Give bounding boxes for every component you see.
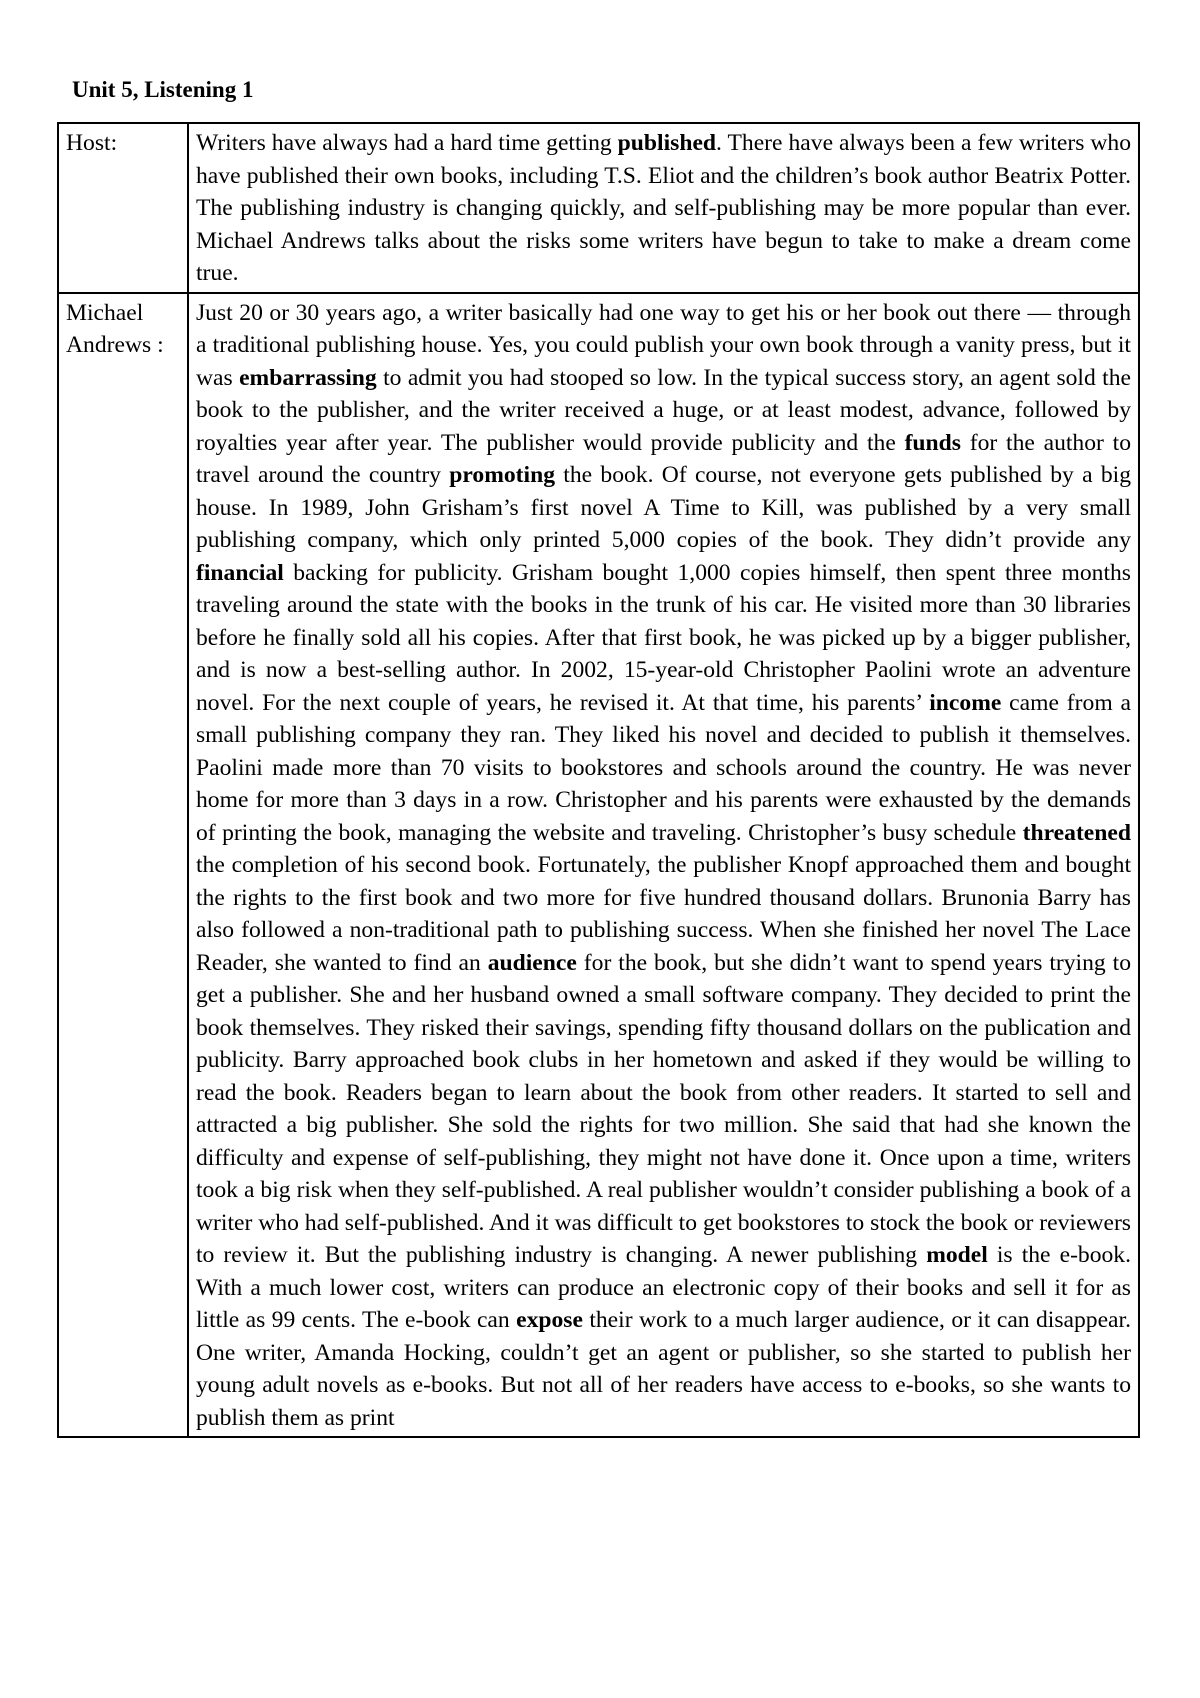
keyword: embarrassing	[239, 364, 377, 391]
keyword: income	[929, 689, 1002, 716]
speech-segment: . There have always been a few writers who have published their own books, including T.S. Eliot and the children’s book author Beatrix Potter. The publishing industry is changing quickly, and self-publishing may be more popular than ever. Michael Andrews talks about the risks some writers have begun to take to make a dream come true.	[196, 130, 1131, 286]
speaker-cell: Michael Andrews :	[58, 293, 188, 1438]
speech-text	[196, 297, 1131, 1435]
keyword: threatened	[1022, 819, 1131, 846]
keyword: financial	[196, 559, 284, 586]
speech-segment: came from a small publishing company they ran. They liked his novel and decided to publish it themselves. Paolini made more than 70 visits to bookstores and schools around the country. He was never home for more than 3 days in a row. Christopher and his parents were exhausted by the demands of printing the book, managing the website and traveling. Christopher’s busy schedule	[196, 689, 1131, 846]
keyword: promoting	[449, 462, 556, 488]
speech-segment: for the book, but she didn’t want to spend years trying to get a publisher. She and her husband owned a small software company. They decided to print the book themselves. They risked their savings, spending fifty thousand dollars on the publication and publicity. Barry approached book clubs in her hometown and asked if they would be willing to read the book. Readers began to learn about the book from other readers. It started to sell and attracted a big publisher. She sold the rights for two million. She said that had she known the difficulty and expense of self-publishing, they might not have done it. Once upon a time, writers took a big risk when they self-published. A real publisher wouldn’t consider publishing a book of a writer who had self-published. And it was difficult to get bookstores to stock the book or reviewers to review it. But the publishing industry is changing. A newer publishing	[196, 949, 1131, 1268]
speech-cell	[188, 293, 1139, 1438]
keyword: funds	[904, 429, 961, 456]
document-title: Unit 5, Listening 1	[72, 77, 254, 102]
transcript-row-michael-andrews	[58, 293, 1139, 1438]
keyword: expose	[516, 1307, 583, 1333]
speech-segment: the completion of his second book. Fortunately, the publisher Knopf approached them and bought the rights to the first book and two more for five hundred thousand dollars. Brunonia Barry has also followed a non-traditional path to publishing success. When she finished her novel The Lace Reader, she wanted to find an	[196, 852, 1131, 976]
speech-segment: is the e-book. With a much lower cost, writers can produce an electronic copy of their books and sell it for as little as 99 cents. The e-book can	[196, 1242, 1132, 1333]
speech-text	[196, 127, 1131, 290]
speech-segment: backing for publicity. Grisham bought 1,000 copies himself, then spent three months traveling around the state with the books in the trunk of his car. He visited more than 30 libraries before he finally sold all his copies. After that first book, he was picked up by a bigger publisher, and is now a best-selling author. In 2002, 15-year-old Christopher Paolini wrote an adventure novel. For the next couple of years, he revised it. At that time, his parents’	[196, 559, 1131, 716]
speech-segment: the book. Of course, not everyone gets published by a big house. In 1989, John Grisham’s first novel A Time to Kill, was published by a very small publishing company, which only printed 5,000 copies of the book. They didn’t provide any	[196, 462, 1131, 553]
keyword: published	[617, 130, 717, 156]
transcript-row-host	[58, 123, 1139, 293]
keyword: audience	[487, 949, 577, 976]
speech-segment: their work to a much larger audience, or it can disappear. One writer, Amanda Hocking, couldn’t get an agent or publisher, so she started to publish her young adult novels as e-books. But not all of her readers have access to e-books, so she wants to publish them as print	[196, 1307, 1131, 1431]
speech-segment: to admit you had stooped so low. In the typical success story, an agent sold the book to the publisher, and the writer received a huge, or at least modest, advance, followed by royalties year after year. The publisher would provide publicity and the	[196, 364, 1131, 456]
keyword: model	[926, 1242, 988, 1268]
transcript-table	[57, 122, 1140, 1438]
speech-segment: Just 20 or 30 years ago, a writer basically had one way to get his or her book out there — through a traditional publishing house. Yes, you could publish your own book through a vanity press, but it was	[196, 299, 1131, 391]
speech-segment: Writers have always had a hard time getting	[196, 130, 618, 156]
speech-segment: for the author to travel around the country	[196, 429, 1131, 488]
speech-cell	[188, 123, 1139, 293]
speaker-cell: Host:	[58, 123, 188, 293]
